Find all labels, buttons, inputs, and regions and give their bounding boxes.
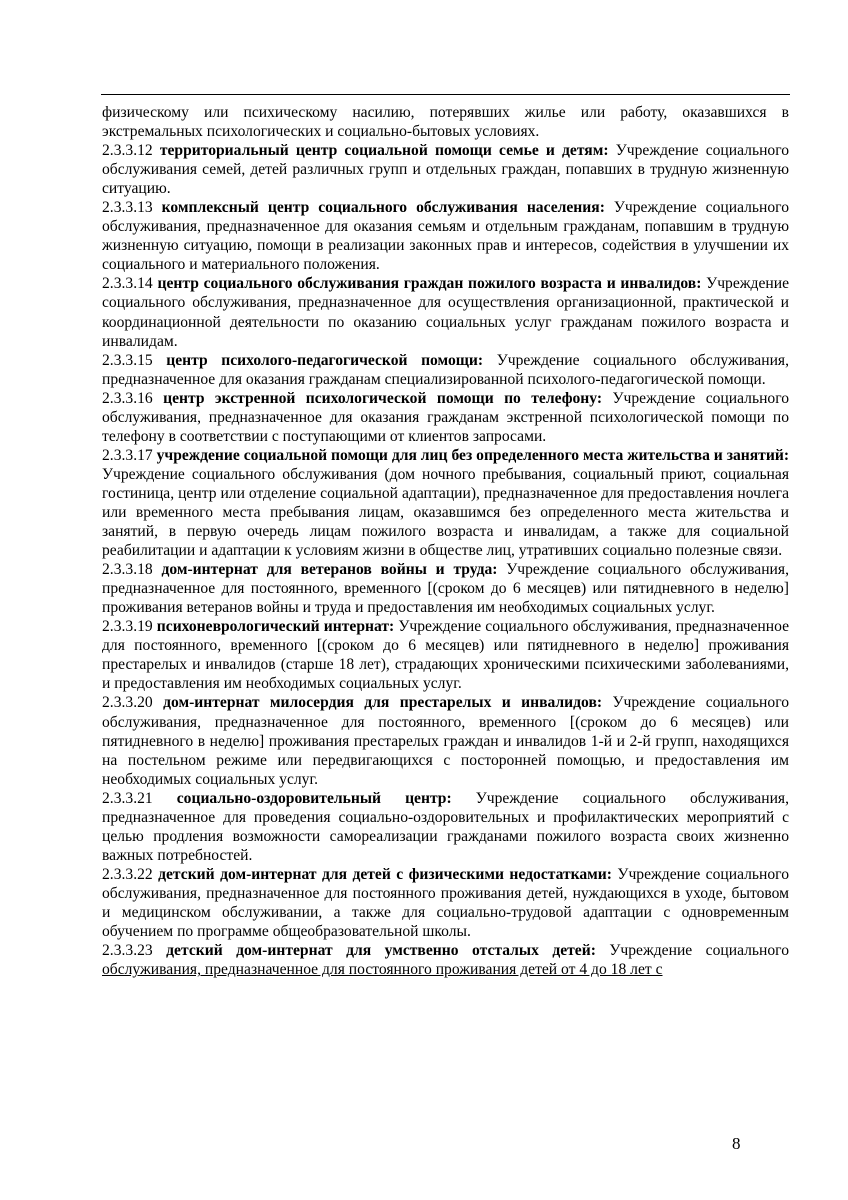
- entry-term: социально-оздоровительный центр:: [176, 789, 452, 807]
- entry-term: центр экстренной психологической помощи по телефону:: [163, 389, 603, 407]
- entry-term: учреждение социальной помощи для лиц без определенного места жительства и занятий:: [156, 446, 790, 464]
- entry-number: 2.3.3.21: [102, 789, 153, 807]
- entry-term: центр социального обслуживания граждан пожилого возраста и инвалидов:: [157, 275, 702, 293]
- header-rule: [101, 94, 790, 95]
- entry-definition: Учреждение социального обслуживания, предназначенное для постоянного проживания детей, нуждающихся в уходе, бытовом и медицинском обслуживании, а также для социально-трудовой адаптации с одновременным обучением по программе общеобразовательной школы.: [102, 865, 789, 941]
- entry-definition: Учреждение социального обслуживания, предназначенное для оказания гражданам экстренной психологической помощи по телефону в соответствии с поступающими от клиентов запросами.: [102, 389, 790, 445]
- entry-definition: Учреждение социального: [609, 942, 789, 960]
- entry-2-3-3-23: [102, 941, 789, 979]
- entry-definition: Учреждение социального обслуживания (дом ночного пребывания, социальный приют, социальная гостиница, центр или отделение социальной адаптации), предназначенное для предоставления ночлега или временного места пребывания лицам, оказавшимся без определенного места жительства и занятий, в первую очередь лицам пожилого возраста и инвалидам, а также для социальной реабилитации и адаптации к условиям жизни в обществе лиц, утративших социально полезные связи.: [102, 465, 789, 560]
- entry-number: 2.3.3.22: [102, 865, 153, 883]
- entry-2-3-3-15: [102, 351, 789, 389]
- entry-2-3-3-21: [102, 789, 789, 865]
- entry-2-3-3-13: [102, 198, 789, 274]
- entry-number: 2.3.3.12: [102, 142, 153, 160]
- entry-definition: Учреждение социального обслуживания, предназначенное для постоянного, временного [(сроком до 6 месяцев) или пятидневного в неделю] проживания престарелых и инвалидов (старше 18 лет), страдающих хроническими психическими заболеваниями, и предоставления им необходимых социальных услуг.: [102, 618, 789, 693]
- entry-definition: Учреждение социального обслуживания, предназначенное для постоянного, временного [(сроком до 6 месяцев) или пятидневного в неделю] проживания ветеранов войны и труда и предоставления им необходимых социальных услуг.: [102, 561, 789, 617]
- entry-definition: Учреждение социального обслуживания, предназначенное для постоянного, временного [(сроком до 6 месяцев) или пятидневного в неделю] проживания престарелых граждан и инвалидов 1-й и 2-й групп, находящихся на постельном режиме или передвигающихся с посторонней помощью, и предоставления им необходимых социальных услуг.: [102, 694, 789, 788]
- entry-number: 2.3.3.13: [102, 199, 153, 217]
- entry-number: 2.3.3.23: [102, 942, 153, 960]
- entry-term: детский дом-интернат для умственно отсталых детей:: [166, 942, 596, 960]
- entry-number: 2.3.3.16: [102, 389, 153, 407]
- entry-term: детский дом-интернат для детей с физическими недостатками:: [158, 865, 612, 883]
- entry-definition: Учреждение социального обслуживания, предназначенное для проведения социально-оздоровительных и профилактических мероприятий с целью продления возможности самореализации гражданами пожилого возраста своих жизненно важных потребностей.: [102, 789, 789, 864]
- page-body: [102, 103, 789, 979]
- entry-2-3-3-16: [102, 389, 789, 446]
- entry-number: 2.3.3.15: [102, 351, 153, 369]
- entry-term: дом-интернат милосердия для престарелых и инвалидов:: [163, 694, 603, 712]
- entry-term: дом-интернат для ветеранов войны и труда:: [161, 561, 498, 579]
- entry-definition: Учреждение социального обслуживания, предназначенное для оказания гражданам специализированной психолого-педагогической помощи.: [102, 351, 789, 388]
- entry-2-3-3-19: [102, 617, 789, 693]
- entry-definition-continued: обслуживания, предназначенное для постоянного проживания детей от 4 до 18 лет с: [102, 961, 663, 979]
- entry-2-3-3-20: [102, 693, 789, 788]
- entry-number: 2.3.3.14: [102, 275, 153, 293]
- page-number: 8: [732, 1134, 741, 1153]
- entry-term: центр психолого-педагогической помощи:: [166, 351, 484, 369]
- entry-number: 2.3.3.19: [102, 618, 153, 636]
- entry-term: психоневрологический интернат:: [156, 618, 395, 636]
- entry-term: комплексный центр социального обслуживания населения:: [161, 199, 605, 217]
- entry-definition: Учреждение социального обслуживания семей, детей различных групп и отдельных граждан, попавших в трудную жизненную ситуацию.: [102, 142, 790, 198]
- entry-definition: Учреждение социального обслуживания, предназначенное для оказания семьям и отдельным гражданам, попавшим в трудную жизненную ситуацию, помощи в реализации законных прав и интересов, содействия в улучшении их социального и материального положения.: [102, 199, 789, 274]
- entry-number: 2.3.3.20: [102, 694, 153, 712]
- continued-paragraph: физическому или психическому насилию, потерявших жилье или работу, оказавшихся в экстремальных психологических и социально-бытовых условиях.: [102, 104, 789, 141]
- entry-2-3-3-17: [102, 446, 789, 560]
- entry-number: 2.3.3.18: [102, 561, 153, 579]
- entry-2-3-3-22: [102, 865, 789, 941]
- entry-2-3-3-14: [102, 274, 789, 350]
- entry-2-3-3-12: [102, 141, 789, 198]
- entry-term: территориальный центр социальной помощи семье и детям:: [159, 142, 609, 160]
- entry-definition: Учреждение социального обслуживания, предназначенное для осуществления организационной, практической и координационной деятельности по оказанию социальных услуг гражданам пожилого возраста и инвалидам.: [102, 275, 790, 350]
- entry-number: 2.3.3.17: [102, 446, 153, 464]
- entry-2-3-3-18: [102, 560, 789, 617]
